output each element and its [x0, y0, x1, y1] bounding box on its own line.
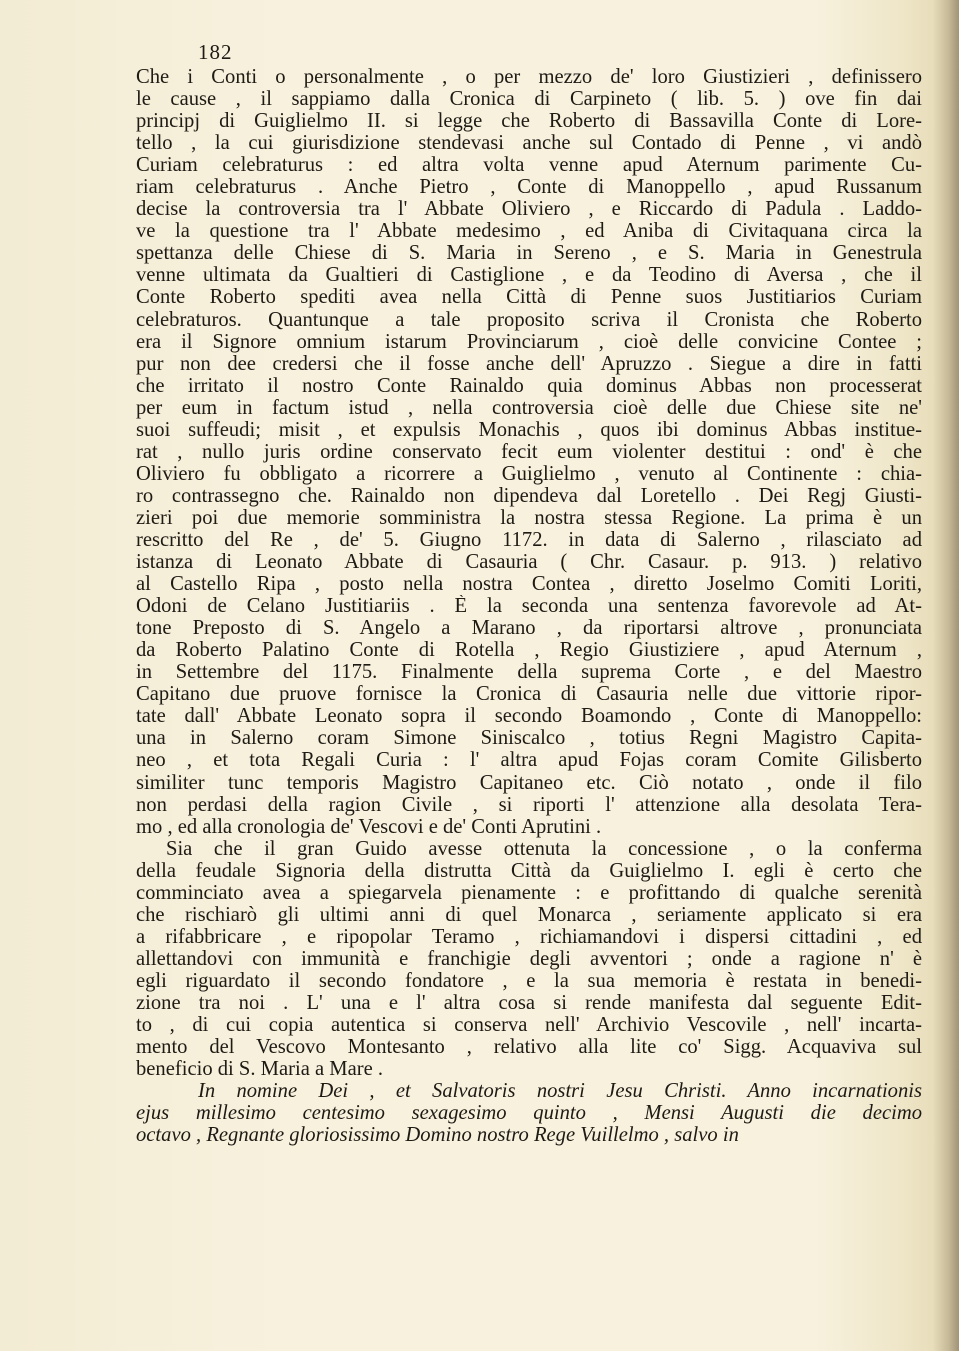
text-line: in Settembre del 1175. Finalmente della suprema Corte , e del Maestro [136, 661, 922, 684]
text-line: beneficio di S. Maria a Mare . [136, 1058, 384, 1081]
body-text [136, 66, 922, 1146]
text-line: tate dall' Abbate Leonato sopra il secondo Boamondo , Conte di Manoppello: [136, 705, 922, 728]
text-line: tello , la cui giurisdizione stendevasi anche sul Contado di Penne , vi andò [136, 132, 922, 155]
text-line: neo , et tota Regali Curia : l' altra apud Fojas coram Comite Gilisberto [136, 749, 922, 772]
text-line: suoi suffeudi; misit , et expulsis Monachis , quos ibi dominus Abbas institue- [136, 418, 922, 441]
text-line: della feudale Signoria della distrutta Città da Guiglielmo I. egli è certo che [136, 859, 922, 882]
text-line: zione tra noi . L' una e l' altra cosa si rende manifesta dal seguente Edit- [136, 991, 922, 1014]
text-line: octavo , Regnante gloriosissimo Domino nostro Rege Vuillelmo , salvo in [136, 1124, 739, 1147]
text-line: che irritato il nostro Conte Rainaldo quia dominus Abbas non processerat [136, 374, 922, 397]
text-line: spettanza delle Chiese di S. Maria in Sereno , e S. Maria in Genestrula [136, 242, 922, 265]
text-line: mento del Vescovo Montesanto , relativo alla lite co' Sigg. Acquaviva sul [136, 1036, 922, 1059]
text-line: Sia che il gran Guido avesse ottenuta la concessione , o la conferma [166, 837, 922, 860]
text-line: Capitano due pruove fornisce la Cronica di Casauria nelle due vittorie ripor- [136, 683, 922, 706]
text-line: pur non dee credersi che il fosse anche dell' Apruzzo . Siegue a dire in fatti [136, 352, 922, 375]
text-line: a rifabbricare , e ripopolar Teramo , richiamandovi i dispersi cittadini , ed [136, 925, 922, 948]
text-line: istanza di Leonato Abbate di Casauria ( Chr. Casaur. p. 913. ) relativo [136, 551, 922, 574]
page-number: 182 [198, 40, 233, 64]
text-line: da Roberto Palatino Conte di Rotella , Regio Giustiziere , apud Aternum , [136, 639, 922, 662]
text-line: le cause , il sappiamo dalla Cronica di Carpineto ( lib. 5. ) ove fin dai [136, 88, 922, 111]
text-line: che rischiarò gli ultimi anni di quel Monarca , seriamente applicato si era [136, 903, 922, 926]
text-line: decise la controversia tra l' Abbate Oliviero , e Riccardo di Padula . Laddo- [136, 198, 922, 221]
text-line: Curiam celebraturus : ed altra volta venne apud Aternum parimente Cu- [136, 154, 922, 177]
text-line: al Castello Ripa , posto nella nostra Contea , diretto Joselmo Comiti Loriti, [136, 573, 922, 596]
text-line: rat , nullo juris ordine conservato fecit eum violenter destitui : ond' è che [136, 440, 922, 463]
text-line: rescritto del Re , de' 5. Giugno 1172. in data di Salerno , rilasciato ad [136, 528, 922, 551]
text-line: Odoni de Celano Justitiariis . È la seconda una sentenza favorevole ad At- [136, 595, 922, 618]
text-line: Oliviero fu obbligato a ricorrere a Guiglielmo , venuto al Continente : chia- [136, 462, 922, 485]
text-line: comminciato avea a spiegarvela pienamente : e profittando di qualche serenità [136, 881, 922, 904]
text-line: allettandovi con immunità e franchigie degli avventori ; onde a ragione n' è [136, 947, 922, 970]
text-line: similiter tunc temporis Magistro Capitaneo etc. Ciò notato , onde il filo [136, 771, 922, 794]
text-line: Conte Roberto spediti avea nella Città di Penne suos Justitiarios Curiam [136, 286, 922, 309]
text-line: tone Preposto di S. Angelo a Marano , da riportarsi altrove , pronunciata [136, 617, 922, 640]
text-line: ve la questione tra l' Abbate medesimo , ed Aniba di Civitaquana circa la [136, 220, 922, 243]
text-line: Che i Conti o personalmente , o per mezzo de' loro Giustizieri , definissero [136, 66, 922, 88]
text-line: In nomine Dei , et Salvatoris nostri Jesu Christi. Anno incarnationis [198, 1080, 922, 1103]
text-line: principj di Guiglielmo II. si legge che Roberto di Bassavilla Conte di Lore- [136, 110, 922, 133]
text-line: non perdasi della ragion Civile , si riporti l' attenzione alla desolata Tera- [136, 793, 922, 816]
text-line: venne ultimata da Gualtieri di Castiglione , e da Teodino di Aversa , che il [136, 264, 922, 287]
text-line: zieri poi due memorie somministra la nostra stessa Regione. La prima è un [136, 506, 922, 529]
text-line: mo , ed alla cronologia de' Vescovi e de' Conti Aprutini . [136, 815, 602, 838]
text-line: per eum in factum istud , nella controversia cioè delle due Chiese site ne' [136, 396, 922, 419]
book-spine-shadow [933, 0, 959, 1351]
text-line: ro contrassegno che. Rainaldo non dipendeva dal Loretello . Dei Regj Giusti- [136, 484, 922, 507]
text-line: egli riguardato il secondo fondatore , e la sua memoria è restata in benedi- [136, 969, 922, 992]
text-line: celebraturos. Quantunque a tale proposito scriva il Cronista che Roberto [136, 308, 922, 331]
text-line: ejus millesimo centesimo sexagesimo quinto , Mensi Augusti die decimo [136, 1102, 922, 1125]
text-line: riam celebraturus . Anche Pietro , Conte di Manoppello , apud Russanum [136, 176, 922, 199]
text-line: una in Salerno coram Simone Siniscalco , totius Regni Magistro Capita- [136, 727, 922, 750]
text-line: era il Signore omnium istarum Provinciarum , cioè delle convicine Contee ; [136, 330, 922, 353]
text-line: to , di cui copia autentica si conserva nell' Archivio Vescovile , nell' incarta- [136, 1014, 922, 1037]
